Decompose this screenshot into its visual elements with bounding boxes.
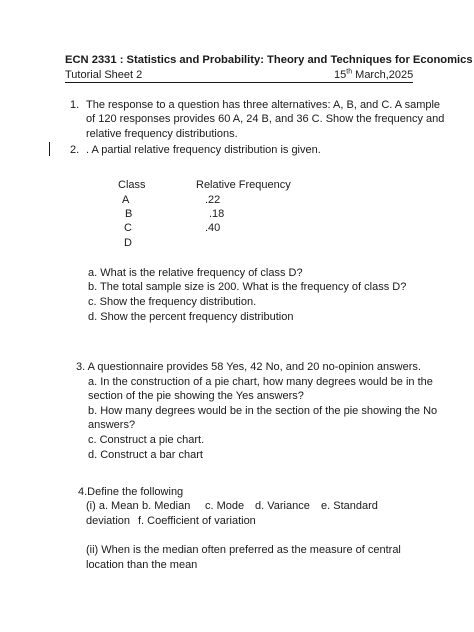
table-class-d: D xyxy=(124,237,132,249)
sheet-title: Tutorial Sheet 2 xyxy=(65,69,143,81)
date-rest: March,2025 xyxy=(352,69,414,81)
q4-i-mean: (i) a. Mean xyxy=(86,500,139,512)
table-rel-b: .18 xyxy=(209,208,225,220)
q3-part-a-line1: a. In the construction of a pie chart, how many degrees would be in the xyxy=(88,376,433,388)
table-header-relative-frequency: Relative Frequency xyxy=(196,179,291,191)
q1-line3: relative frequency distributions. xyxy=(86,128,238,140)
date-suffix: th xyxy=(346,68,353,76)
table-class-b: B xyxy=(125,208,133,220)
q4-ii-line2: location than the mean xyxy=(86,559,198,571)
q4-ii-line1: (ii) When is the median often preferred as the measure of central xyxy=(86,544,401,556)
q2-part-a: a. What is the relative frequency of class D? xyxy=(88,267,303,279)
q4-i-variance: d. Variance xyxy=(255,500,310,512)
q1-line1: The response to a question has three alternatives: A, B, and C. A sample xyxy=(86,99,441,111)
q2-part-c: c. Show the frequency distribution. xyxy=(88,296,257,308)
q3-part-b-line1: b. How many degrees would be in the section of the pie showing the No xyxy=(88,405,438,417)
q2-part-d: d. Show the percent frequency distribution xyxy=(88,311,294,323)
q2-intro: . A partial relative frequency distribution is given. xyxy=(86,144,321,156)
q1-line2: of 120 responses provides 60 A, 24 B, and 36 C. Show the frequency and xyxy=(86,113,445,125)
q3-part-c: c. Construct a pie chart. xyxy=(88,434,205,446)
q4-i-mode: c. Mode xyxy=(205,500,245,512)
q3-part-a-line2: section of the pie showing the Yes answers? xyxy=(88,390,304,402)
sheet-date xyxy=(334,68,413,82)
table-rel-c: .40 xyxy=(205,222,221,234)
q2-part-b: b. The total sample size is 200. What is the frequency of class D? xyxy=(88,281,407,293)
date-day: 15 xyxy=(334,69,347,81)
q1-number: 1. xyxy=(70,99,80,111)
q3-part-b-line2: answers? xyxy=(88,419,136,431)
text-cursor xyxy=(49,142,50,156)
table-class-a: A xyxy=(122,194,130,206)
q4-intro: 4.Define the following xyxy=(78,486,184,498)
course-title: ECN 2331 : Statistics and Probability: Theory and Techniques for Economics xyxy=(65,54,473,66)
q4-i-deviation: deviation xyxy=(86,515,131,527)
table-rel-a: .22 xyxy=(205,194,221,206)
q4-i-median: b. Median xyxy=(142,500,191,512)
q4-i-coefficient: f. Coefficient of variation xyxy=(138,515,256,527)
table-class-c: C xyxy=(124,222,132,234)
q3-intro: 3. A questionnaire provides 58 Yes, 42 No, and 20 no-opinion answers. xyxy=(76,361,421,373)
table-header-class: Class xyxy=(118,179,146,191)
q4-i-standard: e. Standard xyxy=(321,500,378,512)
q3-part-d: d. Construct a bar chart xyxy=(88,449,203,461)
q2-number: 2. xyxy=(70,144,80,156)
